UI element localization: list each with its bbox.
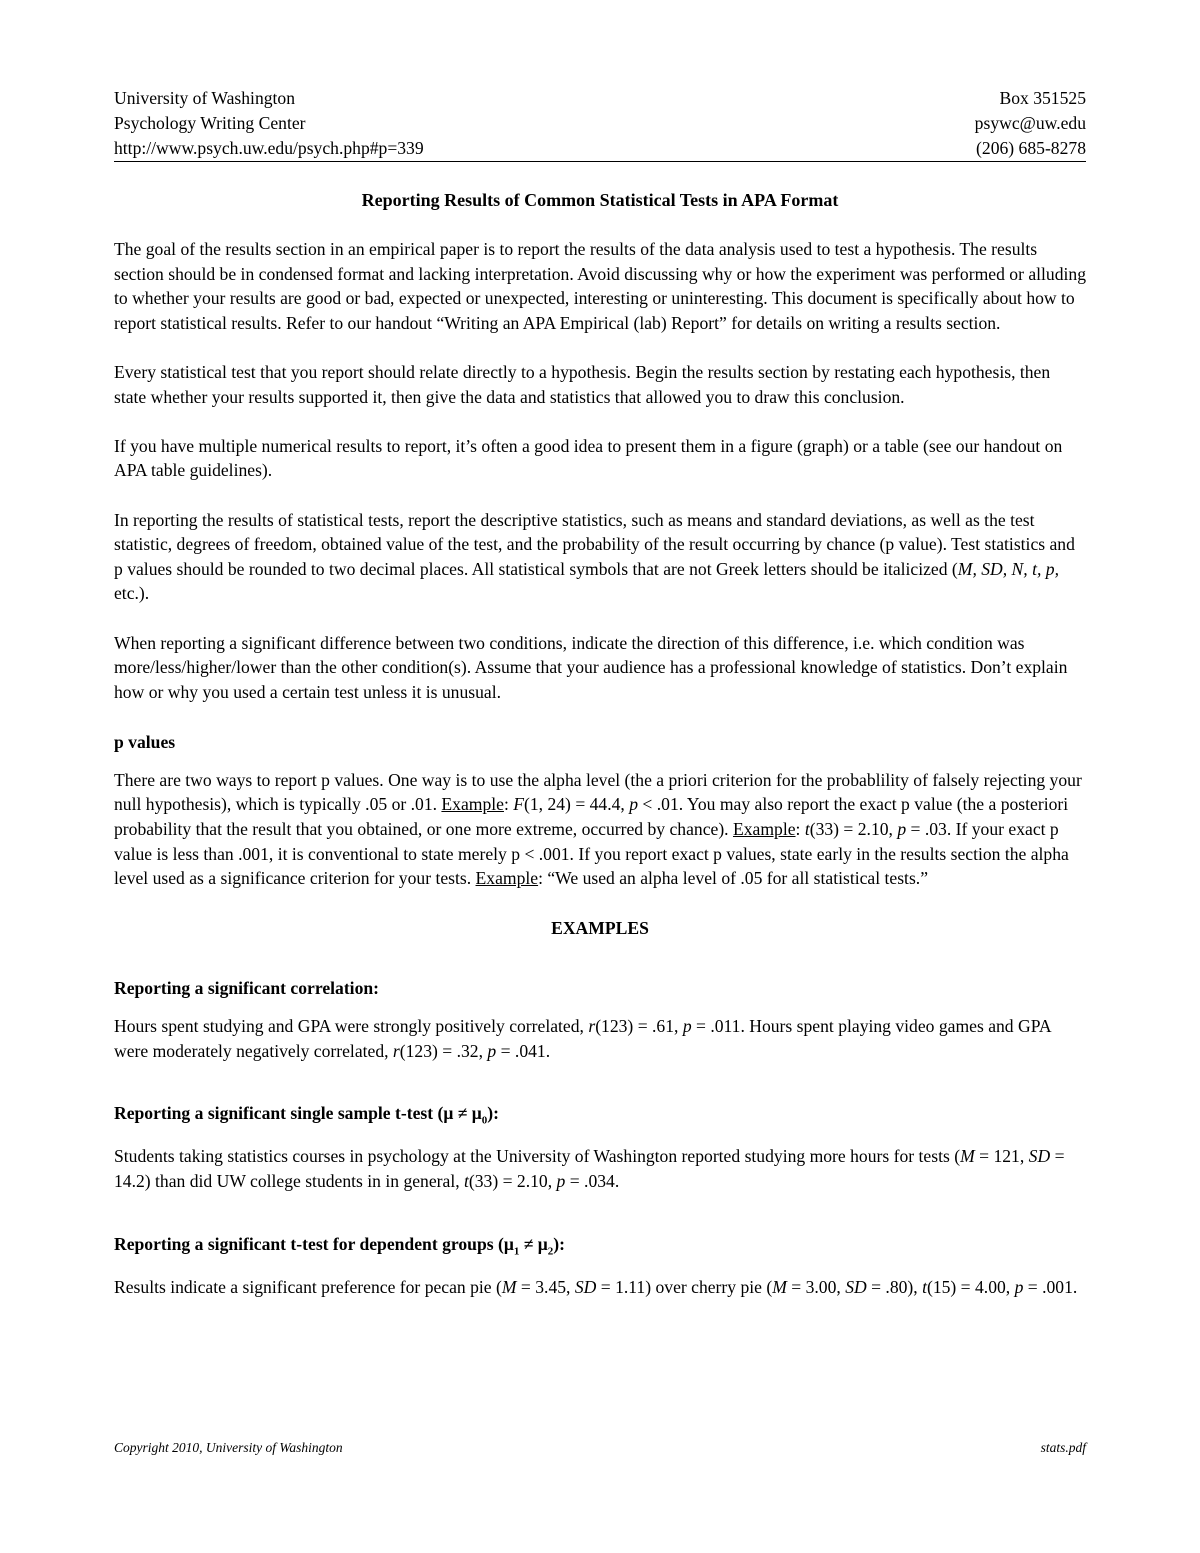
correlation-text-d: (123) = .32, [399, 1040, 488, 1061]
m-symbol-3: M [772, 1276, 787, 1297]
dependent-sub-1: 1 [513, 1245, 520, 1258]
example-label-1: Example [441, 794, 504, 815]
dependent-text-a: Results indicate a significant preference for pecan pie ( [114, 1276, 502, 1297]
reporting-text-b: etc.). [114, 583, 150, 604]
paragraph-figures: If you have multiple numerical results to report, it’s often a good idea to present them in a figure (graph) or a table (see our handout on APA table guidelines). [114, 435, 1063, 481]
email-address: psywc@uw.edu [974, 113, 1086, 133]
colon-2: : [795, 819, 805, 840]
single-text-b: = 121, [974, 1146, 1029, 1167]
examples-heading: EXAMPLES [551, 917, 649, 938]
dependent-text-c: = 1.11) over cherry pie ( [596, 1276, 773, 1297]
t-symbol-2: t [464, 1170, 469, 1191]
single-sample-heading [114, 1101, 1086, 1133]
document-page [114, 86, 1086, 1299]
p-symbol-1: p [629, 794, 639, 815]
dependent-text-g: = .001. [1023, 1276, 1078, 1297]
p-symbol-3: p [682, 1016, 692, 1037]
dependent-heading-b: ≠ μ [519, 1233, 548, 1254]
correlation-heading: Reporting a significant correlation: [114, 978, 380, 999]
single-text-e: = .034. [565, 1170, 620, 1191]
single-heading-a: Reporting a significant single sample t-test (μ ≠ μ [114, 1103, 482, 1124]
dependent-text-b: = 3.45, [516, 1276, 575, 1297]
paragraph-difference: When reporting a significant difference between two conditions, indicate the direction of this difference, i.e. which condition was more/less/higher/lower than the other condition(s). Assume that your audience has a professional knowledge of statistics. Don’t explain how or why you used a certain test unless it is unusual. [114, 632, 1068, 702]
sd-symbol-3: SD [845, 1276, 867, 1297]
colon-1: : [503, 794, 514, 815]
pvalues-text-6: “We used an alpha level of .05 for all statistical tests.” [547, 868, 929, 889]
pvalues-text-4: (33) = 2.10, [809, 819, 898, 840]
example-label-3: Example [475, 868, 539, 889]
university-name: University of Washington [114, 88, 296, 108]
single-text-c: = 14.2) than did UW college students in in general, [114, 1146, 1065, 1191]
file-name: stats.pdf [1040, 1440, 1086, 1455]
dependent-text-f: (15) = 4.00, [926, 1276, 1015, 1297]
sd-symbol-1: SD [1028, 1146, 1051, 1167]
correlation-text-e: = .041. [496, 1040, 551, 1061]
phone-number: (206) 685-8278 [976, 138, 1086, 158]
header-row-1 [114, 86, 1086, 111]
page-footer [114, 1440, 1086, 1456]
single-sample-paragraph [114, 1144, 1086, 1193]
f-symbol: F [513, 794, 525, 815]
single-text-d: (33) = 2.10, [468, 1170, 557, 1191]
statistical-symbols: M, SD, N, t, p, [957, 558, 1059, 579]
single-heading-b: ): [487, 1103, 499, 1124]
correlation-text-a: Hours spent studying and GPA were strongly positively correlated, [114, 1016, 589, 1037]
dependent-text-d: = 3.00, [786, 1276, 846, 1297]
t-symbol: t [804, 819, 810, 840]
pvalues-text-2: (1, 24) = 44.4, [524, 794, 630, 815]
paragraph-goal: The goal of the results section in an empirical paper is to report the results of the data analysis used to test a hypothesis. The results section should be in condensed format and lacking interpretation. Avoid discussing why or how the experiment was performed or alluding to whether your results are good or bad, expected or unexpected, interesting or uninteresting. This document is specifically about how to report statistical results. Refer to our handout “Writing an APA Empirical (lab) Report” for details on writing a results section. [114, 239, 1086, 333]
colon-3: : [538, 868, 548, 889]
pvalues-text-1: There are two ways to report p values. One way is to use the alpha level (the a priori criterion for the probablility of falsely rejecting your null hypothesis), which is typically .05 or .01. [114, 769, 1082, 815]
copyright-notice: Copyright 2010, University of Washington [114, 1440, 343, 1455]
dependent-text-e: = .80), [866, 1276, 923, 1297]
paragraph-reporting [114, 508, 1086, 606]
p-symbol-6: p [1014, 1276, 1024, 1297]
reporting-text-a: In reporting the results of statistical tests, report the descriptive statistics, such as means and standard deviations, as well as the test statistic, degrees of freedom, obtained value of the test, and the probability of the result occurring by chance (p value). Test statistics and p values should be rounded to two decimal places. All statistical symbols that are not Greek letters should be italicized ( [114, 509, 1075, 579]
dependent-heading-a: Reporting a significant t-test for dependent groups (μ [114, 1233, 514, 1254]
pvalues-paragraph [114, 768, 1086, 891]
header-row-3 [114, 136, 1086, 162]
example-label-2: Example [732, 819, 796, 840]
p-symbol-4: p [487, 1040, 497, 1061]
dependent-heading-c: ): [553, 1233, 565, 1254]
m-symbol-1: M [960, 1146, 975, 1167]
paragraph-hypothesis: Every statistical test that you report should relate directly to a hypothesis. Begin the results section by restating each hypothesis, then state whether your results supported it, then give the data and statistics that allowed you to draw this conclusion. [114, 361, 1051, 407]
pvalues-text-5: = .03. If your exact p value is less than .001, it is conventional to state merely p < .001. If you report exact p values, state early in the results section the alpha level used as a significance criterion for your tests. [114, 819, 1069, 889]
p-symbol-2: p [897, 819, 907, 840]
sd-symbol-2: SD [574, 1276, 597, 1297]
header-row-2 [114, 111, 1086, 136]
dependent-paragraph [114, 1275, 1086, 1300]
pvalues-heading: p values [114, 732, 176, 753]
single-text-a: Students taking statistics courses in psychology at the University of Washington reported studying more hours for tests ( [114, 1146, 961, 1167]
p-symbol-5: p [556, 1170, 566, 1191]
dependent-heading [114, 1232, 1086, 1264]
document-title: Reporting Results of Common Statistical Tests in APA Format [361, 190, 839, 210]
single-heading-sub: 0 [481, 1114, 488, 1127]
correlation-paragraph [114, 1014, 1086, 1063]
pvalues-text-3: < .01. You may also report the exact p value (the a posteriori probability that the result that you obtained, or one more extreme, occurred by chance). [114, 794, 1069, 840]
correlation-text-c: = .011. Hours spent playing video games and GPA were moderately negatively correlated, [114, 1016, 1051, 1061]
website-url: http://www.psych.uw.edu/psych.php#p=339 [114, 138, 424, 158]
m-symbol-2: M [501, 1276, 517, 1297]
t-symbol-3: t [922, 1276, 927, 1297]
correlation-text-b: (123) = .61, [595, 1016, 683, 1037]
dependent-sub-2: 2 [547, 1245, 554, 1258]
box-number: Box 351525 [999, 88, 1086, 108]
center-name: Psychology Writing Center [114, 113, 306, 133]
r-symbol-1: r [588, 1016, 596, 1037]
r-symbol-2: r [392, 1040, 400, 1061]
